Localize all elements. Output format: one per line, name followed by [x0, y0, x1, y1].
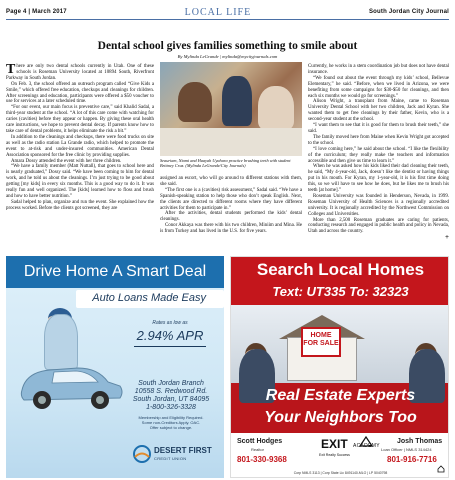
paragraph: More than 2,500 Roseman graduates are caring for patients, conducting research and engaged in public health and policy in Nevada, Utah and across the country.: [308, 217, 449, 235]
paragraph: Roseman University was founded in Henderson, Nevada, in 1999. Roseman University of Health Sciences is a regionally accredited university. It is regionally accredited by the Northwest Commission on Colleges and Universities.: [308, 193, 449, 217]
paragraph: Currently, he works in a stem coordination job but does not have dental insurance.: [308, 64, 449, 75]
sun-logo-icon: [132, 444, 152, 464]
fine-print-line: Some non-Creditors Apply. OAC.: [141, 419, 201, 425]
real-estate-ad[interactable]: [230, 256, 449, 478]
agent-name: Scott Hodges: [237, 438, 283, 445]
photo-caption: Seauriam, Niami and Haayah Uyahara practice brushing teeth with student Brittney Cruz. (Mylinda LeGrande/City Journals): [160, 158, 291, 168]
end-mark: +: [445, 233, 449, 242]
tagline-1: Real Estate Experts: [265, 387, 416, 404]
toy-car-icon: [16, 352, 126, 412]
paragraph: Alison Wright, a transplant from Maine, came to Roseman University Dental School with her two children, Jack and Kyran. She wanted them to get free cleanings by their father, Kevin, who is a second-year student at the school.: [308, 99, 449, 123]
photo-child: [178, 82, 212, 122]
photo-table: [160, 128, 302, 156]
branch-info: [122, 380, 220, 412]
photo-child: [222, 76, 252, 126]
branch-name: South Jordan Branch: [138, 380, 204, 387]
paragraph: assigned an escort, who will go around to different stations with them, she said.: [160, 176, 302, 187]
branch-city: South Jordan, UT 84095: [132, 396, 210, 403]
tagline-2: Your Neighbors Too: [264, 409, 417, 426]
fine-print-line: Membership and Eligibility Required.: [138, 415, 204, 420]
paragraph: After the activities, dental students performed the kids’ dental cleanings.: [160, 211, 302, 223]
paragraph: When he was asked how his kids liked their dad cleaning their teeth, he said, “My 4-year-old, Jack, doesn’t like the dentist or having things put in his mouth. For Kyran, my 1-year-old, it is his first time doing this, so we will have to see how he does, but he likes me to brush his teeth [at home].”: [308, 164, 449, 194]
exit-realty-subtitle: Exit Realty Success: [319, 453, 350, 457]
license-footer: Corp NMLS 3113 | Corp State Lic 8491140-MLO | LP 5040798: [293, 471, 388, 475]
academy-logo: ACADEMY: [353, 443, 380, 449]
paragraph: On Feb. 3, the school offered an outreach program called “Give Kids a Smile,” which offered free education, checkups and cleanings for children. After screenings and education, participants were offered a $50 voucher to use for services at a later scheduled time.: [6, 81, 154, 105]
article-column-1: [6, 64, 154, 212]
apr-rate: 2.94% APR: [136, 328, 204, 343]
paragraph: “We found out about the event through my kids’ school, Bellevue Elementary,” he said. “Before, when we lived in Arizona, we were benefiting from some campaigns for $30-$50 for cleanings, and then each six months we would go for screenings.”: [308, 75, 449, 99]
branch-phone[interactable]: 1-800-326-3328: [146, 404, 196, 411]
logo-name: DESERT FIRST: [154, 446, 212, 455]
agent-role: Loan Officer | NMLS 314424: [381, 447, 432, 452]
agent-role: Realtor: [251, 447, 264, 452]
agent-phone[interactable]: 801-916-7716: [387, 455, 437, 464]
paragraph: “I want them to see that it is good for them to brush their teeth,” she said.: [308, 123, 449, 134]
ad-headline: Drive Home A Smart Deal: [6, 256, 224, 288]
exit-realty-logo: EXIT: [321, 437, 348, 451]
paragraph: “For our event, our main focus is preventive care,” said Khalid Sadal, a third-year student at the school. “A lot of this care come with watching for caries (cavities) before they appear or happen. By giving these oral health care instructions, we hope to prevent dental decay. If parents know how to take care of dental problems, it helps eliminate the risk a bit.”: [6, 105, 154, 134]
paragraph: In addition to the cleanings and checkups, there were food trucks on site as well as the radio station La Grande radio, which helped to promote the event to at-risk and under-insured communities. American Dental Association sponsored for the free clinic by providing supplies.: [6, 134, 154, 158]
ad-title: Search Local Homes: [256, 260, 425, 279]
equal-housing-icon: [437, 465, 445, 473]
drop-cap: T: [6, 62, 16, 77]
paragraph: Conor Akkaya was there with his two children, Miniim and Mina. He is from Turkey and has lived in the U.S. for five years.: [160, 223, 302, 235]
photo-student: [258, 86, 294, 130]
desert-first-logo[interactable]: [132, 442, 222, 468]
fine-print: [122, 416, 220, 430]
paragraph: “We have a family member (Matt Nuttall), that goes to school here and is nearly graduated,” Dossy said. “We have been coming to him for dental work, and he told us about the cleanings. I’m just trying to be good about getting [my kids] in every six months. This is a good way to do it. It was really fun and well organized. The [kids] learned how to floss and brush and how to have better nutrition.”: [6, 164, 154, 199]
article-column-2: [160, 176, 302, 235]
header-rule: [6, 19, 449, 20]
article-headline: Dental school gives families something to smile about: [97, 40, 358, 52]
rates-label: Rates as low as: [152, 320, 188, 326]
article-byline: By Mylinda LeGrande | mylinda@mycityjournals.com: [177, 54, 278, 59]
section-title: LOCAL LIFE: [184, 6, 252, 18]
text-code: Text: UT335 To: 32323: [272, 284, 409, 299]
article-column-3: [308, 64, 449, 241]
page-number: Page 4 | March 2017: [6, 9, 67, 15]
ad-subhead: Auto Loans Made Easy: [92, 292, 206, 304]
agent-name: Josh Thomas: [397, 438, 443, 445]
paragraph: The family moved here from Maine when Kevin Wright got accepted to the school.: [308, 134, 449, 146]
credit-union-ad[interactable]: [6, 256, 224, 478]
paragraph: here are only two dental schools currently in Utah. One of these schools is Roseman University located at 10894 South, Riverfront Parkway in South Jordan.: [6, 64, 154, 81]
agent-phone[interactable]: 801-330-9368: [237, 455, 287, 464]
fine-print-line: Offer subject to change.: [149, 424, 193, 430]
paragraph: “The first one is a (cavities) risk assessment,” Sadal said. “We have a Spanish-speaking station to help those who don’t speak English. Next, the clients are directed to different rooms where they have different activities for them to participate in.”: [160, 187, 302, 211]
branch-street: 10558 S. Redwood Rd.: [134, 388, 208, 395]
paragraph: Sadal helped to plan, organize and run the event. She explained how the process worked. Before the clients got screened, they are: [6, 199, 154, 211]
article-photo: [160, 62, 302, 156]
paragraph: “I love coming here,” he said about the school. “I like the flexibility of the curriculum; they really make the teachers and information accessible and then give us time to learn it.”: [308, 146, 449, 164]
divider: [134, 346, 206, 347]
logo-subtitle: CREDIT UNION: [154, 456, 187, 461]
publication-name: South Jordan City Journal: [368, 9, 449, 15]
page-header: [6, 6, 449, 18]
for-sale-sign: HOME FOR SALE: [301, 327, 341, 357]
paragraph: Amara Dossy attended the event with her three children.: [11, 158, 122, 164]
